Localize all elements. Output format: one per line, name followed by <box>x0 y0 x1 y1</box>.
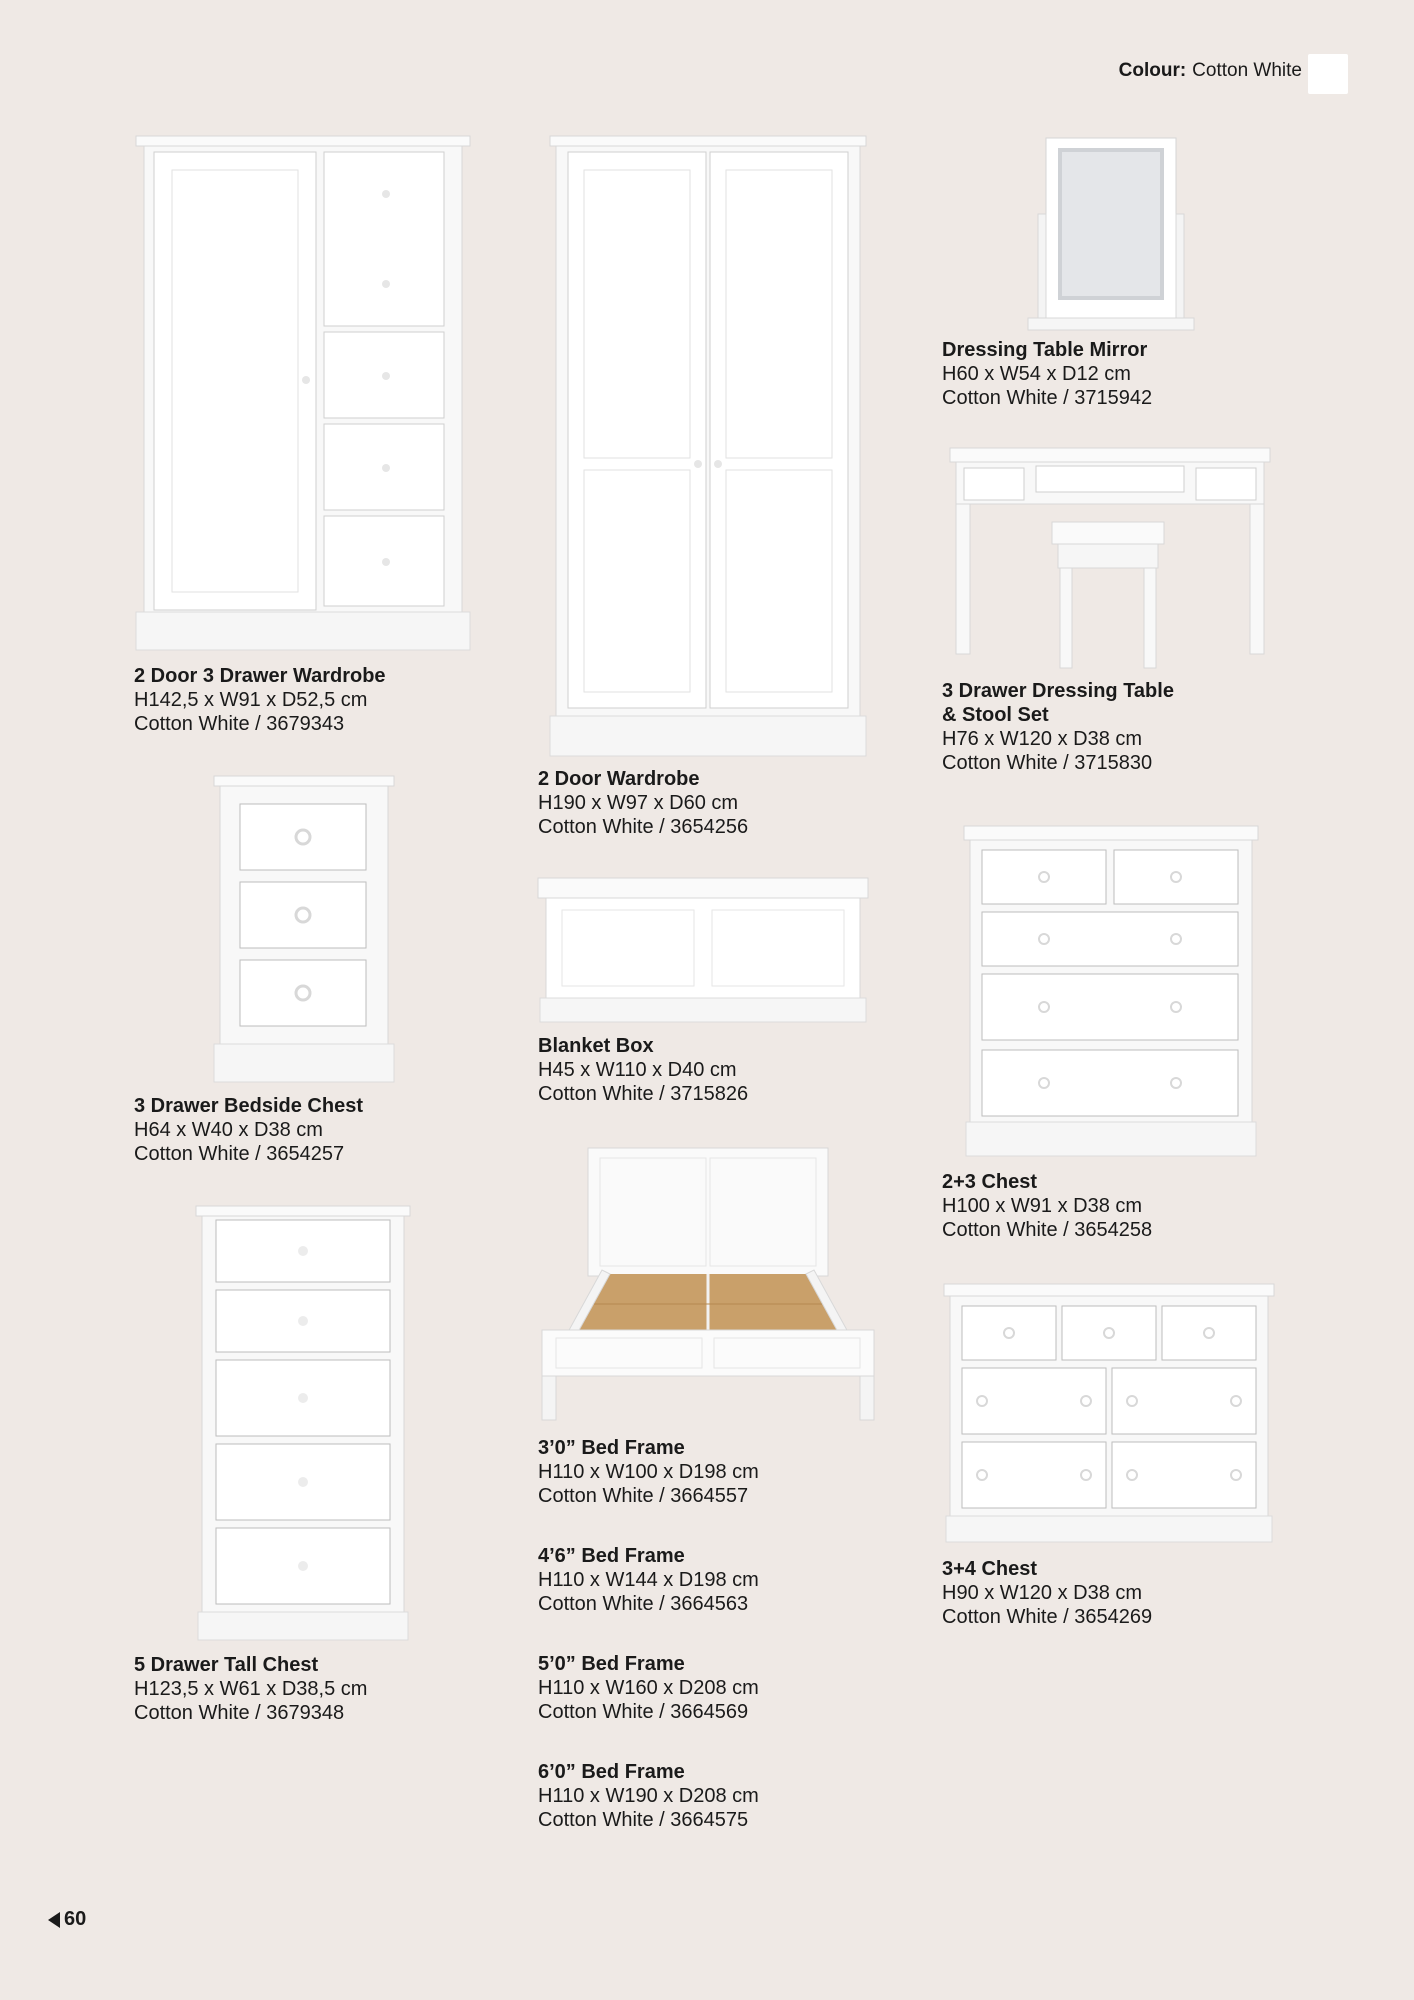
page-number <box>48 1908 86 1931</box>
product-code: Cotton White / 3679343 <box>134 713 345 735</box>
bed-frame-image <box>538 1144 878 1426</box>
bedside-chest-caption <box>134 1094 363 1166</box>
product-code: Cotton White / 3679348 <box>134 1702 345 1724</box>
blanket-box-image <box>536 876 870 1026</box>
product-name: 3 Drawer Bedside Chest <box>134 1095 363 1117</box>
blanket-box-caption <box>538 1034 748 1106</box>
bed-4ft6-caption <box>538 1544 759 1616</box>
product-code: Cotton White / 3715942 <box>942 387 1153 409</box>
bed-3ft-caption <box>538 1436 759 1508</box>
product-dims: H110 x W160 x D208 cm <box>538 1677 759 1699</box>
product-dims: H90 x W120 x D38 cm <box>942 1582 1143 1604</box>
product-code: Cotton White / 3715830 <box>942 752 1153 774</box>
product-code: Cotton White / 3664575 <box>538 1809 749 1831</box>
dressing-table-image <box>948 446 1272 672</box>
mirror-image <box>1022 134 1200 334</box>
product-code: Cotton White / 3654258 <box>942 1219 1153 1241</box>
dressing-table-caption <box>942 679 1174 775</box>
product-dims: H123,5 x W61 x D38,5 cm <box>134 1678 368 1700</box>
colour-label-value: Cotton White <box>1192 60 1302 81</box>
tall-chest-caption <box>134 1653 367 1725</box>
product-code: Cotton White / 3715826 <box>538 1083 749 1105</box>
bed-5ft-caption <box>538 1652 759 1724</box>
wardrobe-2door-image <box>548 134 868 758</box>
product-dims: H110 x W100 x D198 cm <box>538 1461 759 1483</box>
product-name: 2 Door 3 Drawer Wardrobe <box>134 665 386 687</box>
product-name: 3+4 Chest <box>942 1558 1038 1580</box>
product-code: Cotton White / 3654257 <box>134 1143 345 1165</box>
wardrobe-2door-caption <box>538 767 748 839</box>
product-dims: H110 x W190 x D208 cm <box>538 1785 759 1807</box>
triangle-left-icon <box>48 1912 60 1928</box>
product-dims: H60 x W54 x D12 cm <box>942 363 1131 385</box>
product-name: 3’0” Bed Frame <box>538 1437 685 1459</box>
page-number-text: 60 <box>64 1908 87 1930</box>
product-name: 2 Door Wardrobe <box>538 768 700 790</box>
product-dims: H64 x W40 x D38 cm <box>134 1119 323 1141</box>
chest-2-3-caption <box>942 1170 1152 1242</box>
product-code: Cotton White / 3664569 <box>538 1701 749 1723</box>
wardrobe-2door-3drawer-image <box>134 134 472 656</box>
colour-swatch <box>1308 54 1348 94</box>
product-name: 4’6” Bed Frame <box>538 1545 685 1567</box>
product-code: Cotton White / 3654269 <box>942 1606 1153 1628</box>
product-name: 2+3 Chest <box>942 1171 1038 1193</box>
colour-label-key: Colour: <box>1118 60 1187 81</box>
product-dims: H45 x W110 x D40 cm <box>538 1059 737 1081</box>
product-dims: H190 x W97 x D60 cm <box>538 792 739 814</box>
chest-3-4-image <box>942 1282 1276 1546</box>
chest-3-4-caption <box>942 1557 1152 1629</box>
chest-2-3-image <box>962 824 1260 1160</box>
tall-chest-image <box>194 1204 412 1644</box>
product-code: Cotton White / 3664563 <box>538 1593 749 1615</box>
product-name: Blanket Box <box>538 1035 654 1057</box>
product-dims: H76 x W120 x D38 cm <box>942 728 1143 750</box>
product-name: 5’0” Bed Frame <box>538 1653 685 1675</box>
product-name: Dressing Table Mirror <box>942 339 1148 361</box>
product-code: Cotton White / 3654256 <box>538 816 749 838</box>
product-dims: H100 x W91 x D38 cm <box>942 1195 1143 1217</box>
mirror-caption <box>942 338 1152 410</box>
product-name: 5 Drawer Tall Chest <box>134 1654 319 1676</box>
bedside-chest-image <box>212 774 396 1086</box>
wardrobe-2door-3drawer-caption <box>134 664 386 736</box>
product-name-line2: & Stool Set <box>942 704 1049 726</box>
product-name: 3 Drawer Dressing Table <box>942 680 1174 702</box>
product-dims: H142,5 x W91 x D52,5 cm <box>134 689 368 711</box>
product-name: 6’0” Bed Frame <box>538 1761 685 1783</box>
colour-label <box>1119 60 1302 82</box>
product-code: Cotton White / 3664557 <box>538 1485 749 1507</box>
product-dims: H110 x W144 x D198 cm <box>538 1569 759 1591</box>
bed-6ft-caption <box>538 1760 759 1832</box>
